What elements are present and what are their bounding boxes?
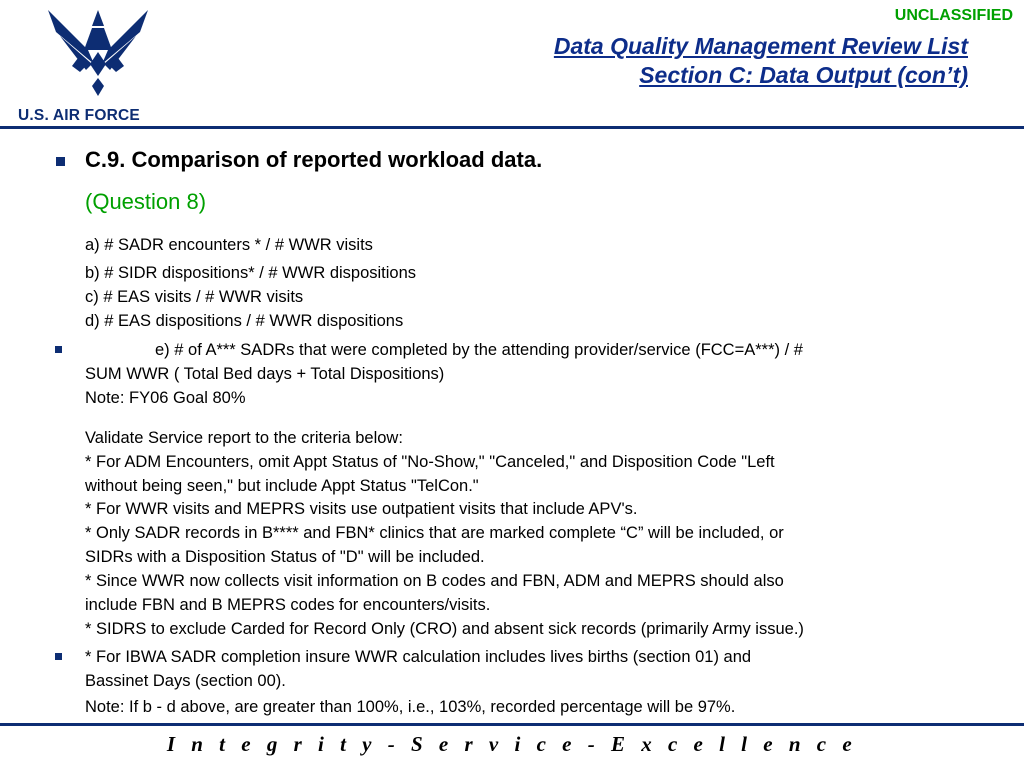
page-title: [554, 32, 968, 90]
validate-line-2: * For ADM Encounters, omit Appt Status of "No-Show," "Canceled," and Disposition Code "Left: [85, 453, 775, 471]
validate-line-9: * SIDRS to exclude Carded for Record Only (CRO) and absent sick records (primarily Army issue.): [85, 620, 804, 638]
validate-line-7: * Since WWR now collects visit information on B codes and FBN, ADM and MEPRS should also: [85, 572, 784, 590]
bullet-icon: [55, 653, 62, 660]
validate-line-5: * Only SADR records in B**** and FBN* clinics that are marked complete “C” will be included, or: [85, 524, 784, 542]
classification-label: UNCLASSIFIED: [894, 7, 1013, 24]
list-item-b: b) # SIDR dispositions* / # WWR dispositions: [85, 264, 417, 282]
validate-line-6: SIDRs with a Disposition Status of "D" will be included.: [85, 548, 485, 566]
air-force-logo: [8, 4, 178, 124]
list-item-e-line-2: SUM WWR ( Total Bed days + Total Dispositions): [85, 365, 445, 383]
list-item-a: a) # SADR encounters * / # WWR visits: [85, 236, 373, 254]
list-item-e-line-1: e) # of A*** SADRs that were completed by the attending provider/service (FCC=A***) / #: [155, 341, 803, 359]
ibwa-line-2: Bassinet Days (section 00).: [85, 672, 286, 690]
footer-motto: I n t e g r i t y - S e r v i c e - E x c e l l e n c e: [166, 732, 858, 756]
air-force-wings-icon: [48, 6, 148, 98]
final-note: Note: If b - d above, are greater than 100%, i.e., 103%, recorded percentage will be 97%.: [85, 698, 736, 716]
goal-note: Note: FY06 Goal 80%: [85, 389, 246, 407]
validate-line-3: without being seen," but include Appt Status "TelCon.": [85, 477, 479, 495]
ibwa-line-1: * For IBWA SADR completion insure WWR calculation includes lives births (section 01) and: [85, 648, 752, 666]
header-divider: [0, 126, 1024, 129]
validate-line-4: * For WWR visits and MEPRS visits use outpatient visits that include APV's.: [85, 500, 638, 518]
list-item-c: c) # EAS visits / # WWR visits: [85, 288, 304, 306]
question-label: (Question 8): [85, 189, 207, 214]
list-item-d: d) # EAS dispositions / # WWR dispositions: [85, 312, 404, 330]
title-line-1: Data Quality Management Review List: [553, 33, 968, 59]
validate-line-8: include FBN and B MEPRS codes for encounters/visits.: [85, 596, 491, 614]
section-heading: C.9. Comparison of reported workload data.: [85, 147, 543, 172]
footer-divider: [0, 723, 1024, 726]
bullet-icon: [55, 346, 62, 353]
bullet-icon: [56, 157, 65, 166]
validate-line-1: Validate Service report to the criteria below:: [85, 429, 403, 447]
title-line-2: Section C: Data Output (con’t): [639, 62, 968, 88]
logo-text: U.S. AIR FORCE: [18, 107, 140, 124]
